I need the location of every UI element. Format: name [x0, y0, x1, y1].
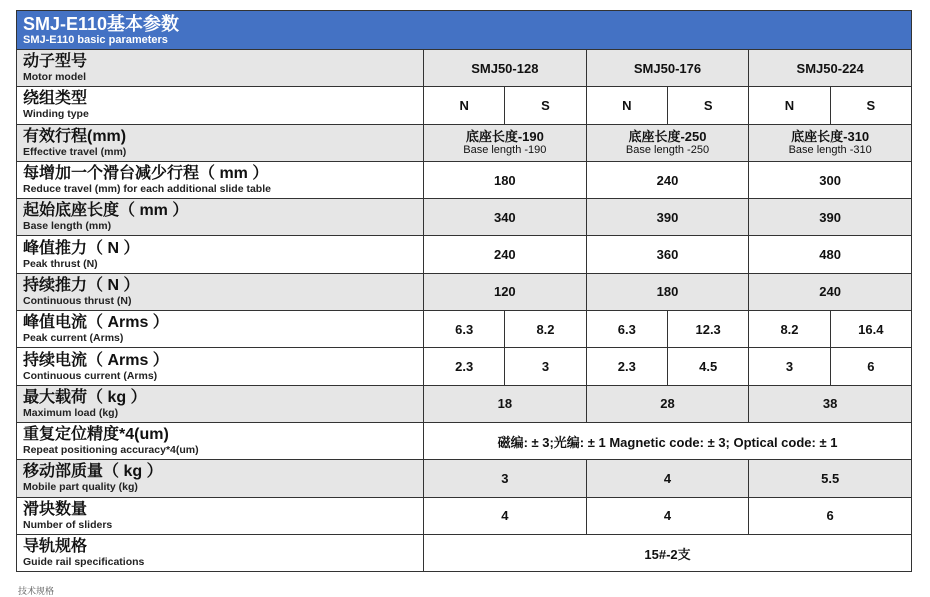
value-cell: 磁编: ± 3;光编: ± 1 Magnetic code: ± 3; Optical code: ± 1: [424, 422, 912, 459]
label-zh: 峰值电流（ Arms ）: [23, 314, 169, 332]
label-zh: 最大载荷（ kg ）: [23, 388, 147, 406]
table-row: [17, 348, 912, 385]
label-zh: 移动部质量（ kg ）: [23, 463, 163, 481]
value-cell: 2.3: [586, 348, 667, 385]
value-cell: 390: [749, 199, 912, 236]
row-label: [17, 161, 424, 198]
value-cell: 240: [749, 273, 912, 310]
table-row: [17, 311, 912, 348]
value-cell: 340: [424, 199, 587, 236]
value-cell: 4: [586, 460, 749, 497]
value-cell: 3: [505, 348, 586, 385]
label-zh: 持续推力（ N ）: [23, 276, 140, 294]
value-cell: 6: [830, 348, 911, 385]
row-label: [17, 50, 424, 87]
value-cell: 120: [424, 273, 587, 310]
label-en: Mobile part quality (kg): [23, 481, 138, 494]
row-label: [17, 273, 424, 310]
table-row: [17, 50, 912, 87]
label-zh: 起始底座长度（ mm ）: [23, 202, 189, 220]
table-row: [17, 497, 912, 534]
value-zh: 底座长度-190: [465, 128, 544, 144]
table-row: [17, 534, 912, 571]
row-label: [17, 199, 424, 236]
value-cell: 8.2: [749, 311, 830, 348]
value-cell: N: [749, 87, 830, 124]
value-cell: S: [667, 87, 748, 124]
value-cell: 18: [424, 385, 587, 422]
table-header: [17, 11, 912, 50]
row-label: [17, 348, 424, 385]
value-cell: 3: [424, 460, 587, 497]
label-zh: 重复定位精度*4(um): [23, 426, 169, 444]
value-cell: S: [830, 87, 911, 124]
label-en: Base length (mm): [23, 220, 112, 233]
row-label: [17, 311, 424, 348]
value-cell: SMJ50-128: [424, 50, 587, 87]
value-cell: N: [586, 87, 667, 124]
label-en: Reduce travel (mm) for each additional slide table: [23, 183, 271, 196]
value-cell: 480: [749, 236, 912, 273]
label-en: Guide rail specifications: [23, 556, 145, 568]
value-cell: 3: [749, 348, 830, 385]
table-row: [17, 124, 912, 161]
label-en: Continuous current (Arms): [23, 369, 158, 382]
table-row: [17, 87, 912, 124]
value-cell: 38: [749, 385, 912, 422]
value-cell: N: [424, 87, 505, 124]
label-en: Motor model: [23, 71, 86, 84]
label-en: Number of sliders: [23, 518, 113, 531]
value-cell: 360: [586, 236, 749, 273]
footer-note: 技术规格: [18, 586, 55, 596]
label-zh: 有效行程(mm): [23, 127, 127, 145]
value-cell: SMJ50-176: [586, 50, 749, 87]
value-cell: 5.5: [749, 460, 912, 497]
label-en: Repeat positioning accuracy*4(um): [23, 444, 199, 457]
label-zh: 滑块数量: [23, 500, 88, 518]
value-cell: [749, 124, 912, 161]
label-en: Maximum load (kg): [23, 406, 119, 419]
header-cell: [17, 11, 912, 50]
row-label: [17, 87, 424, 124]
label-en: Winding type: [23, 108, 89, 121]
value-cell: 4: [586, 497, 749, 534]
row-label: [17, 534, 424, 571]
value-en: Base length -310: [788, 143, 872, 156]
value-cell: 180: [424, 161, 587, 198]
value-cell: [586, 124, 749, 161]
row-label: [17, 385, 424, 422]
row-label: [17, 422, 424, 459]
label-en: Effective travel (mm): [23, 145, 127, 158]
table-row: [17, 460, 912, 497]
label-en: Peak thrust (N): [23, 257, 98, 270]
table-row: [17, 385, 912, 422]
value-cell: 2.3: [424, 348, 505, 385]
value-cell: 8.2: [505, 311, 586, 348]
value-zh: 底座长度-310: [791, 128, 870, 144]
value-cell: 6.3: [424, 311, 505, 348]
label-zh: 持续电流（ Arms ）: [23, 351, 169, 369]
value-cell: 240: [424, 236, 587, 273]
value-cell: 6: [749, 497, 912, 534]
label-en: Peak current (Arms): [23, 332, 124, 345]
label-en: Continuous thrust (N): [23, 294, 132, 307]
label-zh: 每增加一个滑台减少行程（ mm ）: [23, 165, 269, 183]
row-label: [17, 236, 424, 273]
value-cell: 16.4: [830, 311, 911, 348]
value-en: Base length -190: [463, 143, 547, 156]
table-row: [17, 161, 912, 198]
value-cell: 300: [749, 161, 912, 198]
table-title: SMJ-E110基本参数: [23, 14, 180, 34]
value-cell: 12.3: [667, 311, 748, 348]
value-cell: 6.3: [586, 311, 667, 348]
label-zh: 绕组类型: [23, 90, 88, 108]
value-cell: 180: [586, 273, 749, 310]
value-en: Base length -250: [625, 143, 710, 156]
value-cell: 240: [586, 161, 749, 198]
value-cell: 4.5: [667, 348, 748, 385]
table-subtitle: SMJ-E110 basic parameters: [23, 34, 168, 46]
parameters-table: [16, 10, 912, 572]
table-row: [17, 199, 912, 236]
row-label: [17, 497, 424, 534]
label-zh: 导轨规格: [23, 538, 88, 555]
row-label: [17, 460, 424, 497]
table-row: [17, 422, 912, 459]
value-cell: SMJ50-224: [749, 50, 912, 87]
row-label: [17, 124, 424, 161]
value-cell: 15#-2支: [424, 534, 912, 571]
value-zh: 底座长度-250: [628, 128, 707, 144]
table-row: [17, 236, 912, 273]
value-cell: 4: [424, 497, 587, 534]
table-row: [17, 273, 912, 310]
label-zh: 峰值推力（ N ）: [23, 239, 140, 257]
value-cell: [424, 124, 587, 161]
value-cell: S: [505, 87, 586, 124]
label-zh: 动子型号: [23, 53, 88, 71]
value-cell: 390: [586, 199, 749, 236]
value-cell: 28: [586, 385, 749, 422]
